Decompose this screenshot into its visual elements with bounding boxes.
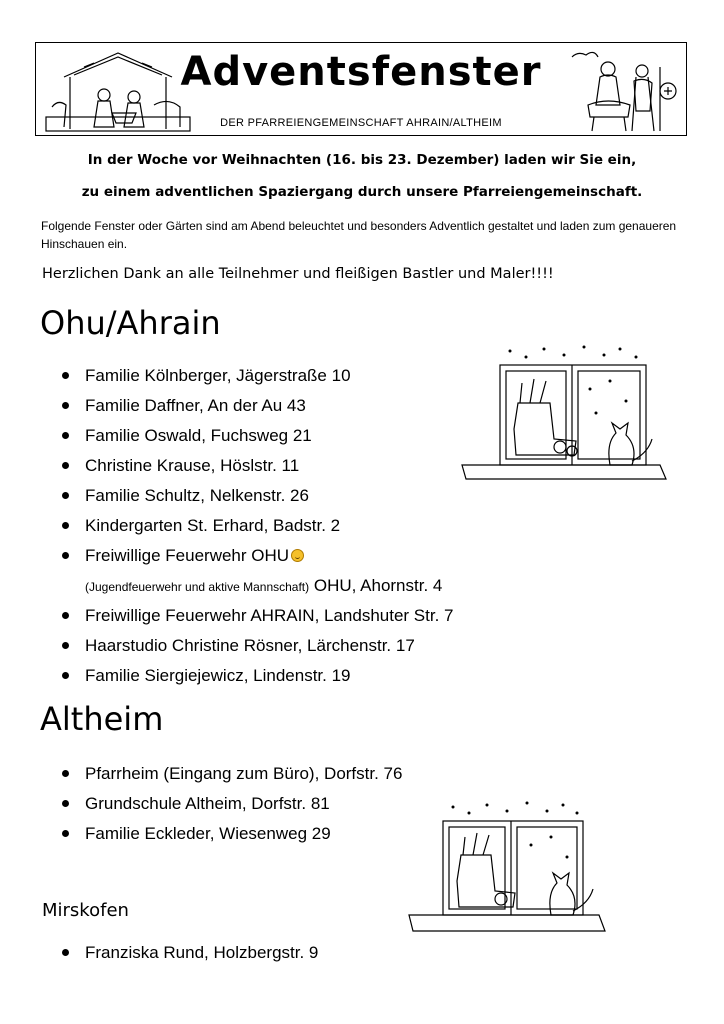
list-item: Familie Siergiejewicz, Lindenstr. 19 (62, 661, 454, 691)
intro-line-1: In der Woche vor Weihnachten (16. bis 23. Dezember) laden wir Sie ein, (87, 152, 637, 168)
window-cat-illustration-2 (407, 797, 607, 937)
list-item: Grundschule Altheim, Dorfstr. 81 (62, 789, 402, 819)
list-item: Kindergarten St. Erhard, Badstr. 2 (62, 511, 454, 541)
list-item: Franziska Rund, Holzbergstr. 9 (62, 938, 318, 968)
bullet-icon (62, 642, 69, 649)
flight-to-egypt-illustration (568, 47, 680, 133)
bullet-icon (62, 402, 69, 409)
bullet-icon (62, 830, 69, 837)
section-heading-ohu: Ohu/Ahrain (40, 304, 221, 342)
list-item: Familie Oswald, Fuchsweg 21 (62, 421, 454, 451)
list-item: Familie Eckleder, Wiesenweg 29 (62, 819, 402, 849)
bullet-icon (62, 492, 69, 499)
bullet-icon (62, 672, 69, 679)
ohu-list (62, 361, 454, 691)
page-title: Adventsfenster (180, 49, 542, 95)
header-box (35, 42, 687, 136)
list-item: Christine Krause, Höslstr. 11 (62, 451, 454, 481)
intro-line-2: zu einem adventlichen Spaziergang durch unsere Pfarreiengemeinschaft. (81, 184, 643, 200)
thanks-line: Herzlichen Dank an alle Teilnehmer und fleißigen Bastler und Maler!!!! (42, 266, 554, 282)
bullet-icon (62, 522, 69, 529)
body-paragraph: Folgende Fenster oder Gärten sind am Abend beleuchtet und besonders Adventlich gestaltet und laden zum genaueren Hinschauen ein. (41, 219, 677, 251)
list-item: Freiwillige Feuerwehr AHRAIN, Landshuter Str. 7 (62, 601, 454, 631)
list-item: Familie Schultz, Nelkenstr. 26 (62, 481, 454, 511)
bullet-icon (62, 949, 69, 956)
bullet-icon (62, 800, 69, 807)
list-item: Freiwillige Feuerwehr OHU (62, 541, 454, 571)
list-item: Familie Daffner, An der Au 43 (62, 391, 454, 421)
mirskofen-list (62, 938, 318, 968)
window-cat-illustration (460, 343, 670, 483)
section-heading-mirskofen: Mirskofen (42, 900, 129, 921)
bullet-icon (62, 612, 69, 619)
bullet-icon (62, 770, 69, 777)
section-heading-altheim: Altheim (40, 700, 164, 738)
page-subtitle: DER PFARREIENGEMEINSCHAFT AHRAIN/ALTHEIM (220, 117, 502, 129)
list-item-note: (Jugendfeuerwehr und aktive Mannschaft) OHU, Ahornstr. 4 (85, 576, 443, 595)
bullet-icon (62, 462, 69, 469)
list-item: Familie Kölnberger, Jägerstraße 10 (62, 361, 454, 391)
list-item: Pfarrheim (Eingang zum Büro), Dorfstr. 76 (62, 759, 402, 789)
smiley-icon (291, 549, 304, 562)
list-item: Haarstudio Christine Rösner, Lärchenstr. 17 (62, 631, 454, 661)
altheim-list (62, 759, 402, 849)
bullet-icon (62, 372, 69, 379)
bullet-icon (62, 552, 69, 559)
bullet-icon (62, 432, 69, 439)
